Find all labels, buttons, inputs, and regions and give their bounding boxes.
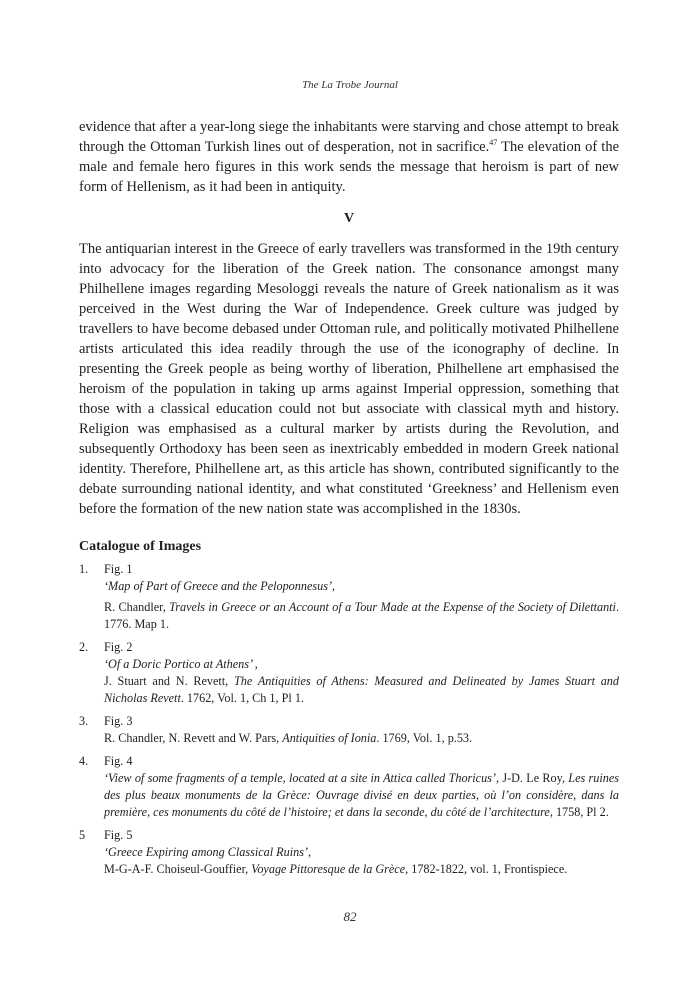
source-details: . 1762, Vol. 1, Ch 1, Pl 1.: [180, 691, 304, 705]
source-author: J-D. Le Roy,: [499, 771, 569, 785]
catalogue-item: [79, 561, 619, 633]
catalogue-item-number: 2.: [79, 640, 89, 654]
running-head: The La Trobe Journal: [302, 79, 398, 91]
source-work: Travels in Greece or an Account of a Tour Made at the Expense of the Society of Dilettanti: [169, 600, 616, 614]
figure-source: [104, 861, 619, 878]
source-author: R. Chandler,: [104, 600, 170, 614]
figure-source: [104, 599, 619, 633]
catalogue-item: [79, 639, 619, 707]
source-work: Antiquities of Ionia: [282, 731, 377, 745]
source-author: J. Stuart and N. Revett,: [104, 674, 234, 688]
body-text: [79, 117, 619, 519]
figure-label: Fig. 4: [104, 754, 133, 768]
source-work: Les ruines des plus beaux monuments de la Grèce: Ouvrage divisé en deux parties, où l’on considère, dans la première, ces monuments du côté de l’histoire; et dans la seconde, du côté de l’architecture: [104, 771, 619, 819]
figure-title: ‘Of a Doric Portico at Athens’ ,: [104, 657, 258, 671]
catalogue-of-images: [79, 539, 619, 884]
page-number: 82: [343, 909, 357, 924]
paragraph-1-text-cont: The elevation of the male and female hero figures in this work sends the message that heroism is part of new form of Hellenism, as it had been in antiquity.: [79, 139, 620, 195]
source-work: The Antiquities of Athens: Measured and Delineated by James Stuart and Nicholas Revett: [104, 674, 619, 705]
source-author: M-G-A-F. Choiseul-Gouffier,: [104, 862, 252, 876]
section-heading: V: [343, 211, 355, 226]
source-details: , 1758, Pl 2.: [549, 805, 609, 819]
paragraph-1: [79, 117, 619, 197]
footnote-marker[interactable]: 47: [489, 138, 498, 148]
source-details: . 1769, Vol. 1, p.53.: [376, 731, 473, 745]
catalogue-item-number: 4.: [79, 754, 89, 768]
catalogue-item: [79, 827, 619, 878]
figure-source: [104, 770, 619, 821]
source-details: , 1782-1822, vol. 1, Frontispiece.: [405, 862, 568, 876]
catalogue-item-number: 1.: [79, 562, 89, 576]
catalogue-heading: Catalogue of Images: [79, 539, 202, 554]
figure-title: ‘View of some fragments of a temple, located at a site in Attica called Thoricus’,: [104, 771, 500, 785]
catalogue-item-number: 3.: [79, 714, 89, 728]
paragraph-1-text: evidence that after a year-long siege the inhabitants were starving and chose attempt to break through the Ottoman Turkish lines out of desperation, not in sacrifice.: [79, 119, 619, 155]
paragraph-2: The antiquarian interest in the Greece of early travellers was transformed in the 19th century into advocacy for the liberation of the Greek nation. The consonance amongst many Philhellene images regarding Mesologgi reveals the nature of Greek nationalism as it was perceived in the West during the War of Independence. Greek culture was judged by travellers to have become debased under Ottoman rule, and politically motivated Philhellene artists articulated this idea readily through the use of the iconography of decline. In presenting the Greek people as being worthy of liberation, Philhellene art emphasised the heroism of the population in taking up arms against Imperial oppression, something that those with a classical education could not but associate with classical myth and history. Religion was emphasised as a cultural marker by artists during the Revolution, and subsequently Orthodoxy has been seen as inextricably embedded in modern Greek national identity. Therefore, Philhellene art, as this article has shown, contributed significantly to the debate surrounding national identity, and what constituted ‘Greekness’ and Hellenism even before the formation of the new nation state was accomplished in the 1830s.: [79, 241, 619, 517]
catalogue-item-number: 5: [79, 828, 86, 842]
figure-label: Fig. 1: [104, 562, 133, 576]
figure-label: Fig. 5: [104, 828, 133, 842]
figure-source: [104, 730, 619, 747]
figure-source: [104, 673, 619, 707]
source-author: R. Chandler, N. Revett and W. Pars,: [104, 731, 283, 745]
catalogue-item: [79, 753, 619, 821]
source-work: Voyage Pittoresque de la Grèce: [251, 862, 406, 876]
figure-label: Fig. 2: [104, 640, 133, 654]
catalogue-list: [79, 561, 619, 878]
source-details: . 1776. Map 1.: [104, 600, 619, 631]
figure-title: ‘Map of Part of Greece and the Peloponnesus’,: [104, 579, 336, 593]
figure-title: ‘Greece Expiring among Classical Ruins’,: [104, 845, 312, 859]
figure-label: Fig. 3: [104, 714, 133, 728]
catalogue-item: [79, 713, 619, 747]
